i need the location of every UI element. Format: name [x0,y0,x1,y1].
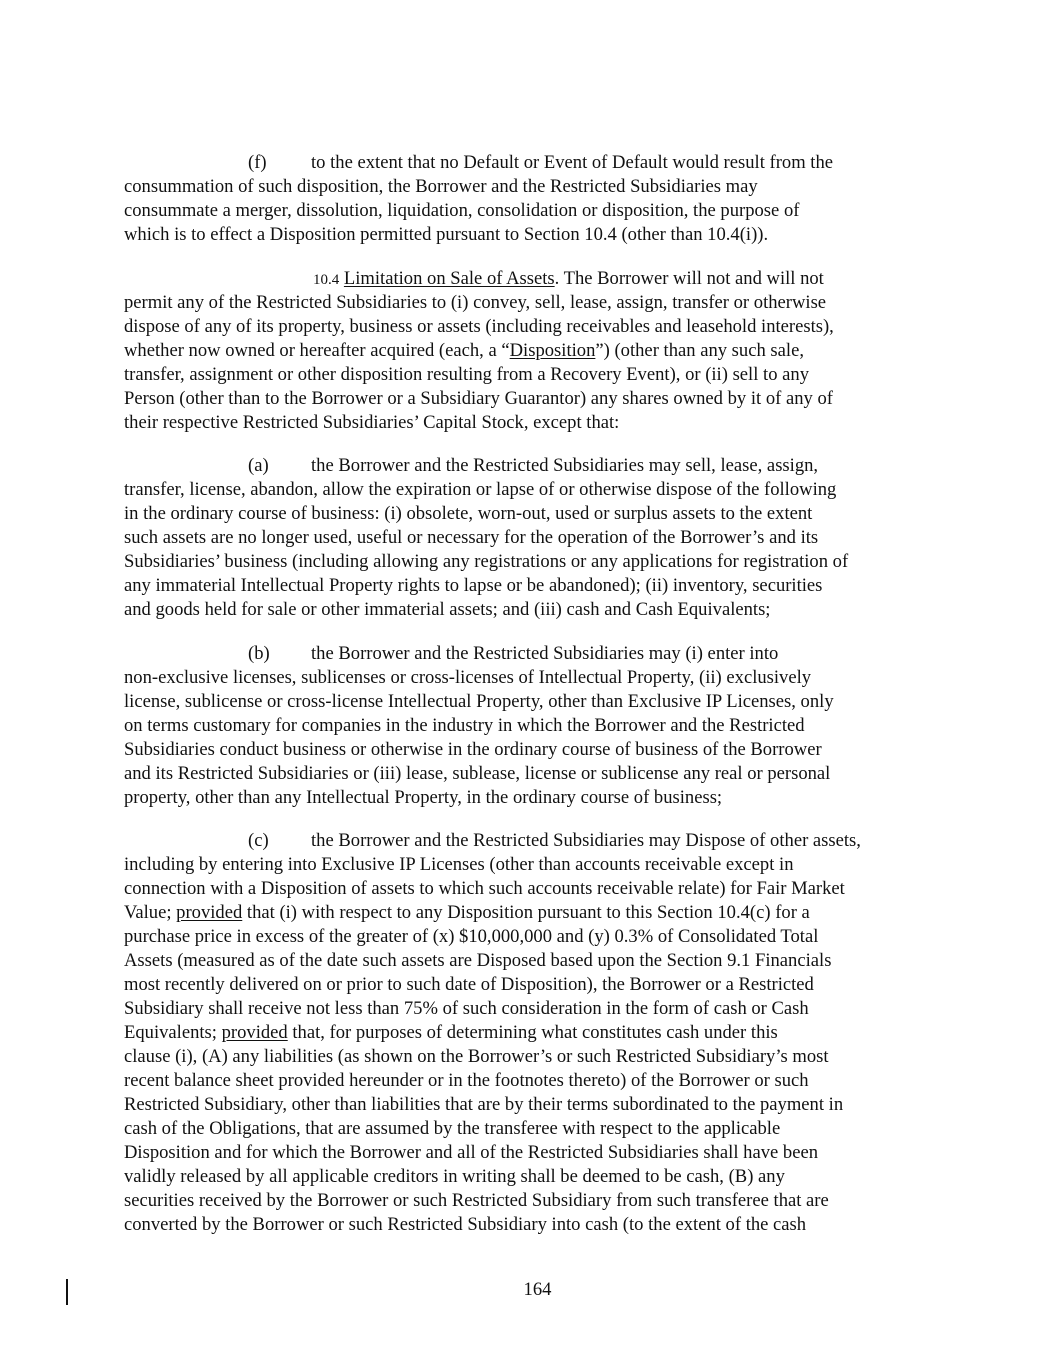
text-line [124,1021,934,1045]
text-line [124,598,934,622]
text-run: their respective Restricted Subsidiaries’ Capital Stock, except that: [124,412,620,433]
text-run: ”) (other than any such sale, [595,340,804,361]
page-number: 164 [523,1279,552,1300]
text-run: to the extent that no Default or Event of Default would result from the [311,152,834,173]
text-line [124,901,934,925]
text-run: the Borrower and the Restricted Subsidiaries may Dispose of other assets, [311,830,861,851]
text-run: Person (other than to the Borrower or a Subsidiary Guarantor) any shares owned by it of any of [124,388,833,409]
text-line [124,223,934,247]
text-run: transfer, assignment or other disposition resulting from a Recovery Event), or (ii) sell to any [124,364,809,385]
text-run: dispose of any of its property, business or assets (including receivables and leasehold interests), [124,316,834,337]
text-line [124,363,934,387]
text-run: property, other than any Intellectual Property, in the ordinary course of business; [124,787,723,808]
text-line [124,574,934,598]
clause-label: (b) [248,643,270,664]
text-line [124,1189,934,1213]
text-run: Assets (measured as of the date such assets are Disposed based upon the Section 9.1 Financials [124,950,832,971]
text-run: converted by the Borrower or such Restricted Subsidiary into cash (to the extent of the cash [124,1214,807,1235]
text-run: Equivalents; [124,1022,222,1043]
paragraph-first-line [124,454,934,478]
paragraph-first-line [124,267,934,291]
text-run: the Borrower and the Restricted Subsidiaries may (i) enter into [311,643,779,664]
text-line [124,291,934,315]
text-run: Subsidiaries conduct business or otherwise in the ordinary course of business of the Borrower [124,739,822,760]
text-run: Subsidiaries’ business (including allowing any registrations or any applications for registration of [124,551,849,572]
text-line [124,550,934,574]
text-line [124,478,934,502]
text-line [124,853,934,877]
clause-label: (c) [248,830,269,851]
text-run: such assets are no longer used, useful or necessary for the operation of the Borrower’s and its [124,527,819,548]
text-run: any immaterial Intellectual Property rights to lapse or be abandoned); (ii) inventory, securities [124,575,823,596]
text-line [124,949,934,973]
text-run: Restricted Subsidiary, other than liabilities that are by their terms subordinated to the payment in [124,1094,844,1115]
text-run: whether now owned or hereafter acquired (each, a “ [124,340,510,361]
text-run: non-exclusive licenses, sublicenses or cross-licenses of Intellectual Property, (ii) exclusively [124,667,812,688]
text-line [124,1213,934,1237]
text-line [124,387,934,411]
text-run: which is to effect a Disposition permitted pursuant to Section 10.4 (other than 10.4(i)). [124,224,769,245]
text-run: validly released by all applicable creditors in writing shall be deemed to be cash, (B) any [124,1166,785,1187]
text-line [124,1141,934,1165]
para-b [124,642,934,810]
clause-text [311,829,861,853]
text-run: that, for purposes of determining what constitutes cash under this [287,1022,778,1043]
text-line [124,877,934,901]
text-line [124,1093,934,1117]
text-line [124,997,934,1021]
text-run: in the ordinary course of business: (i) obsolete, worn-out, used or surplus assets to the extent [124,503,813,524]
section-heading [313,267,824,292]
clause-label: (a) [248,455,269,476]
text-run: consummation of such disposition, the Borrower and the Restricted Subsidiaries may [124,176,758,197]
section-10-4 [124,267,934,435]
text-line [124,1069,934,1093]
text-line [124,1045,934,1069]
para-c [124,829,934,1237]
text-run: and goods held for sale or other immaterial assets; and (iii) cash and Cash Equivalents; [124,599,771,620]
text-line [124,738,934,762]
text-line [124,315,934,339]
underlined-term: Limitation on Sale of Assets [343,268,555,289]
text-line [124,199,934,223]
paragraph-first-line [124,642,934,666]
underlined-term: provided [221,1022,288,1043]
section-number: 10.4 [313,272,340,288]
text-line [124,714,934,738]
text-run: connection with a Disposition of assets to which such accounts receivable relate) for Fair Market [124,878,845,899]
text-line [124,502,934,526]
text-run: permit any of the Restricted Subsidiaries to (i) convey, sell, lease, assign, transfer or otherwise [124,292,827,313]
text-run: clause (i), (A) any liabilities (as shown on the Borrower’s or such Restricted Subsidiary’s most [124,1046,829,1067]
underlined-term: provided [176,902,243,923]
paragraph-first-line [124,829,934,853]
underlined-term: Disposition [509,340,596,361]
text-line [124,411,934,435]
text-run: Subsidiary shall receive not less than 75% of such consideration in the form of cash or Cash [124,998,809,1019]
text-line [124,1165,934,1189]
text-run: . The Borrower will not and will not [554,268,824,289]
text-run: and its Restricted Subsidiaries or (iii) lease, sublease, license or sublicense any real or personal [124,763,831,784]
text-run: securities received by the Borrower or such Restricted Subsidiary from such transferee that are [124,1190,829,1211]
para-f [124,151,934,247]
text-line [124,339,934,363]
text-line [124,786,934,810]
text-line [124,690,934,714]
text-line [124,1117,934,1141]
text-line [124,762,934,786]
clause-text [311,151,833,175]
text-run: consummate a merger, dissolution, liquidation, consolidation or disposition, the purpose of [124,200,800,221]
text-run: transfer, license, abandon, allow the expiration or lapse of or otherwise dispose of the following [124,479,837,500]
text-run: that (i) with respect to any Disposition pursuant to this Section 10.4(c) for a [242,902,810,923]
text-run: most recently delivered on or prior to such date of Disposition), the Borrower or a Restricted [124,974,814,995]
text-line [124,526,934,550]
text-run: recent balance sheet provided hereunder or in the footnotes thereto) of the Borrower or such [124,1070,809,1091]
text-line [124,973,934,997]
clause-text [311,642,778,666]
clause-label: (f) [248,152,267,173]
clause-text [311,454,818,478]
para-a [124,454,934,622]
text-run: the Borrower and the Restricted Subsidiaries may sell, lease, assign, [311,455,819,476]
text-run: license, sublicense or cross-license Intellectual Property, other than Exclusive IP Licenses, only [124,691,834,712]
text-line [124,666,934,690]
paragraph-first-line [124,151,934,175]
text-run: Disposition and for which the Borrower and all of the Restricted Subsidiaries shall have been [124,1142,818,1163]
text-run: cash of the Obligations, that are assumed by the transferee with respect to the applicable [124,1118,781,1139]
text-line [124,925,934,949]
text-run: including by entering into Exclusive IP Licenses (other than accounts receivable except in [124,854,794,875]
text-run: purchase price in excess of the greater of (x) $10,000,000 and (y) 0.3% of Consolidated Total [124,926,819,947]
text-line [124,175,934,199]
text-run: Value; [124,902,177,923]
text-run: on terms customary for companies in the industry in which the Borrower and the Restricted [124,715,805,736]
